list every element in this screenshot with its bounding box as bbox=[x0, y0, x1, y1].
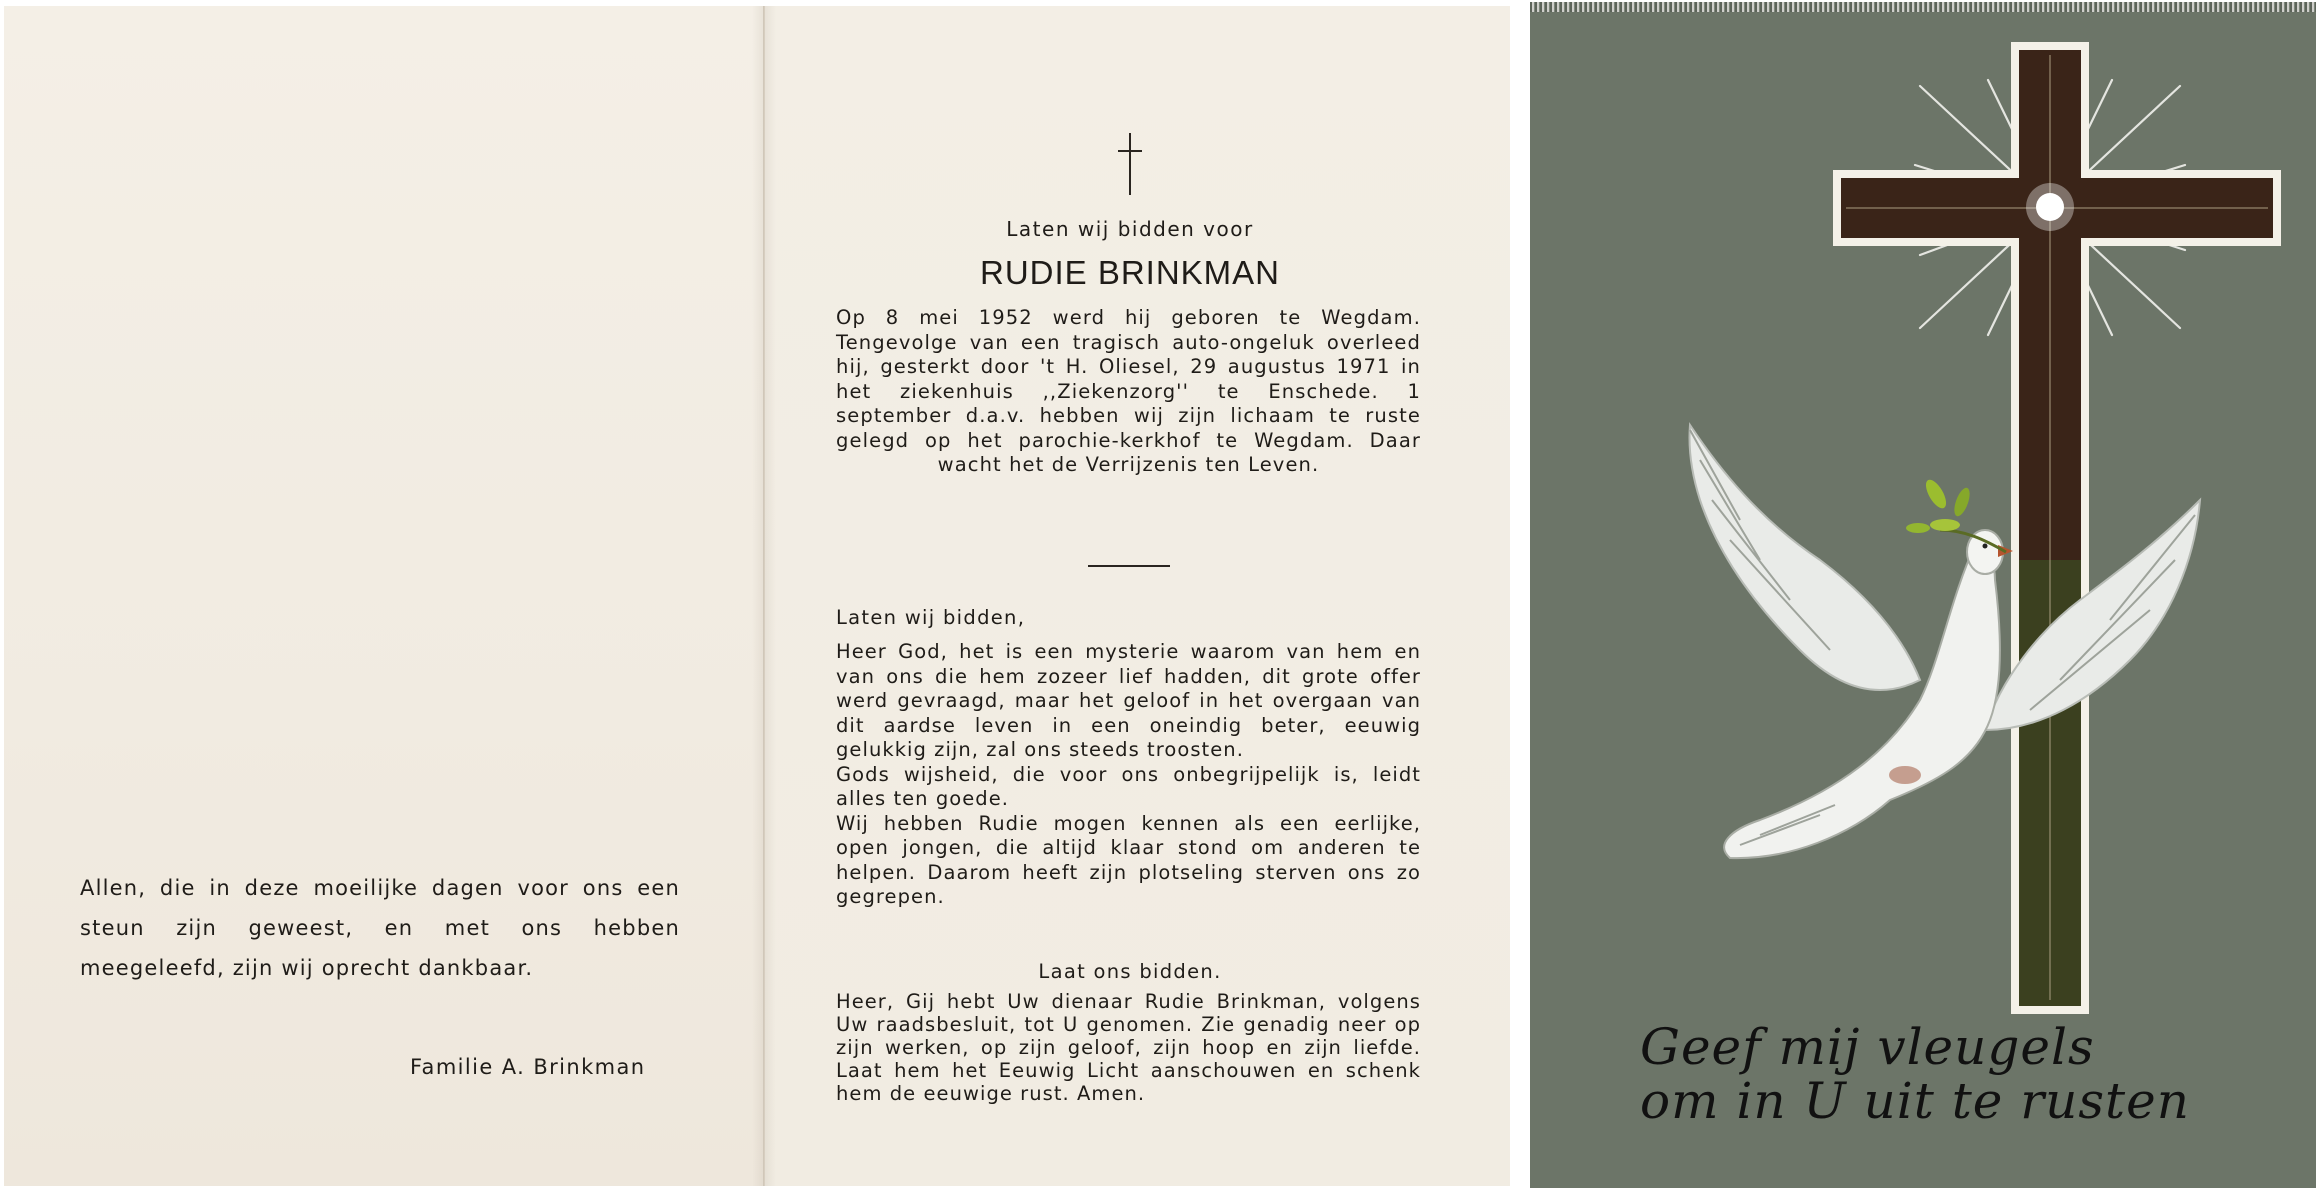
dove-icon bbox=[1689, 425, 2200, 858]
caption-line: Geef mij vleugels bbox=[1640, 1018, 2095, 1076]
caption-line: om in U uit te rusten bbox=[1640, 1072, 2190, 1130]
intro-line: Laten wij bidden voor bbox=[1006, 217, 1254, 241]
biography-text: Op 8 mei 1952 werd hij geboren te Wegdam. Tengevolge van een tragisch auto-ongeluk overleed hij, gesterkt door 't H. Oliesel, 29 augustus 1971 in het ziekenhuis ,,Ziekenzorg'' te Enschede. 1 september d.a.v. hebben wij zijn lichaam te ruste gelegd op het parochie-kerkhof te Wegdam. Daar wacht het de Verrijzenis ten Leven. bbox=[836, 306, 1421, 476]
thanks-text: Allen, die in deze moeilijke dagen voor ons een steun zijn geweest, en met ons hebben meegeleefd, zijn wij oprecht dankbaar. bbox=[80, 876, 680, 980]
cross-icon bbox=[1833, 42, 2281, 1014]
second-prayer-text: Heer, Gij hebt Uw dienaar Rudie Brinkman, volgens Uw raadsbesluit, tot U genomen. Zie genadig neer op zijn werken, op zijn geloof, zijn hoop en zijn liefde. Laat hem het Eeuwig Licht aanschouwen en schenk hem de eeuwige rust. Amen. bbox=[836, 990, 1421, 1105]
prayer-paragraph: Heer God, het is een mysterie waarom van hem en van ons die hem zozeer lief hadden, dit grote offer werd gevraagd, maar het geloof in het overgaan van dit aardse leven in een oneindig beter, eeuwig gelukkig zijn, zal ons steeds troosten. bbox=[836, 640, 1421, 761]
second-prayer-heading: Laat ons bidden. bbox=[1038, 960, 1222, 983]
prayer-paragraph: Gods wijsheid, die voor ons onbegrijpelijk is, leidt alles ten goede. bbox=[836, 762, 1421, 810]
family-signature: Familie A. Brinkman bbox=[410, 1055, 646, 1079]
picture-caption bbox=[1640, 1020, 2260, 1128]
deceased-name: RUDIE BRINKMAN bbox=[979, 254, 1281, 291]
prayer-heading: Laten wij bidden, bbox=[836, 606, 1026, 629]
prayer-paragraph: Wij hebben Rudie mogen kennen als een eerlijke, open jongen, die altijd klaar stond om anderen te helpen. Daarom heeft zijn plotseling sterven ons zo gegrepen. bbox=[836, 811, 1421, 908]
